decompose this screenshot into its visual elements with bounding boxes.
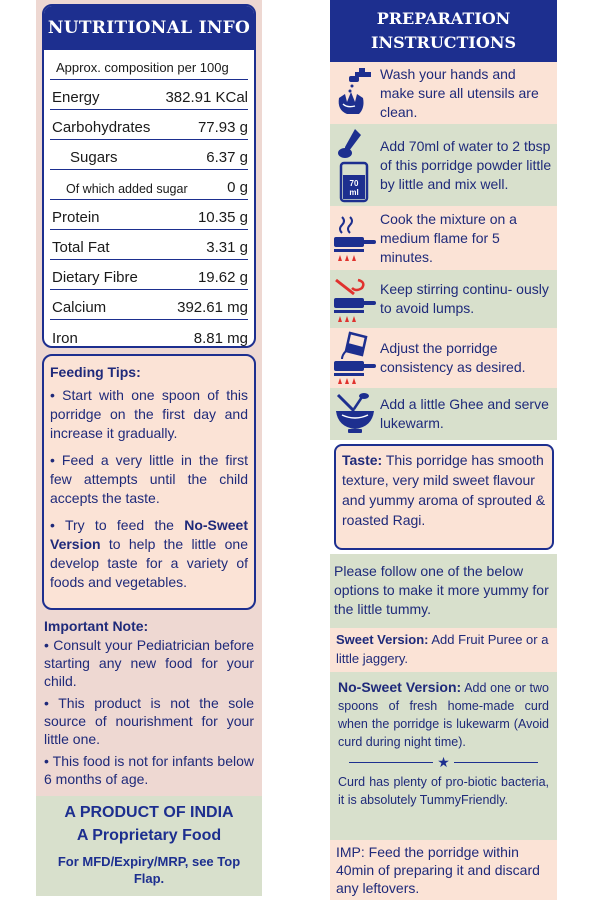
nutrition-value: 77.93 g bbox=[197, 119, 248, 136]
nutrition-label: Dietary Fibre bbox=[52, 269, 138, 286]
right-panel bbox=[330, 0, 557, 900]
preparation-title bbox=[330, 0, 557, 62]
no-sweet-paragraph bbox=[338, 678, 549, 751]
no-sweet-version bbox=[330, 672, 557, 840]
nutrition-title: NUTRITIONAL INFO bbox=[44, 6, 254, 50]
nutrition-label: Iron bbox=[52, 330, 78, 347]
prep-step-2-text: Add 70ml of water to 2 tbsp of this porridge powder little by little and mix well. bbox=[380, 137, 552, 192]
nutrition-row-energy bbox=[50, 80, 248, 110]
preparation-title-line1: PREPARATION bbox=[376, 9, 511, 28]
nutrition-row-added-sugar bbox=[50, 170, 248, 200]
feeding-tips-title: Feeding Tips: bbox=[50, 364, 141, 380]
no-sweet-emphasis: No-Sweet Version bbox=[50, 517, 248, 552]
nutrition-label: Sugars bbox=[70, 149, 118, 166]
pan-flame-icon bbox=[330, 213, 380, 263]
star-divider bbox=[338, 753, 549, 771]
nutrition-row-protein bbox=[50, 200, 248, 230]
feeding-tip-2: • Feed a very little in the first few attempts until the child accepts the taste. bbox=[50, 452, 248, 506]
nutrition-row-calcium bbox=[50, 290, 248, 320]
proprietary-food: A Proprietary Food bbox=[76, 827, 222, 844]
prep-step-2 bbox=[330, 124, 557, 206]
nutrition-value: 8.81 mg bbox=[193, 330, 248, 347]
measuring-cup-icon bbox=[330, 127, 380, 203]
feeding-tip-1: • Start with one spoon of this porridge on the first day and increase it gradually. bbox=[50, 387, 248, 441]
prep-step-4 bbox=[330, 270, 557, 328]
taste-box bbox=[334, 444, 554, 550]
nutrition-row-iron bbox=[50, 320, 248, 348]
nutrition-label: Calcium bbox=[52, 299, 107, 316]
nutrition-label: Energy bbox=[52, 89, 100, 106]
mfd-expiry-note: For MFD/Expiry/MRP, see Top Flap. bbox=[57, 854, 241, 886]
nutrition-subtitle: Approx. composition per 100g bbox=[50, 50, 248, 80]
important-note-title: Important Note: bbox=[44, 618, 149, 634]
stirring-icon bbox=[330, 274, 380, 324]
product-origin-block bbox=[36, 796, 262, 896]
star-icon: ★ bbox=[437, 754, 450, 770]
nutrition-value: 0 g bbox=[227, 179, 248, 196]
taste-text: This porridge has smooth texture, very mild sweet flavour and yummy aroma of sprouted & roasted Ragi. bbox=[342, 452, 546, 528]
preparation-title-line2: INSTRUCTIONS bbox=[370, 33, 517, 52]
nutrition-value: 19.62 g bbox=[197, 269, 248, 286]
product-of-india: A PRODUCT OF INDIA bbox=[64, 804, 234, 821]
nutrition-label: Total Fat bbox=[52, 239, 110, 256]
nutrition-value: 382.91 KCal bbox=[165, 89, 248, 106]
prep-step-5 bbox=[330, 328, 557, 388]
note-item-3: • This food is not for infants below 6 months of age. bbox=[44, 753, 254, 787]
prep-step-5-text: Adjust the porridge consistency as desired. bbox=[380, 340, 526, 375]
nutrition-value: 392.61 mg bbox=[177, 299, 248, 316]
cup-label-amount: 70 bbox=[349, 179, 359, 188]
prep-step-3 bbox=[330, 206, 557, 270]
prep-step-1-text: Wash your hands and make sure all utensils are clean. bbox=[380, 65, 539, 120]
important-note bbox=[40, 618, 258, 792]
probiotic-note: Curd has plenty of pro-biotic bacteria, it is absolutely TummyFriendly. bbox=[338, 775, 549, 807]
nutrition-table bbox=[42, 4, 256, 348]
sweet-version bbox=[330, 628, 557, 672]
nutrition-label: Carbohydrates bbox=[52, 119, 151, 136]
sweet-version-label: Sweet Version: bbox=[336, 632, 429, 647]
feeding-tip-3-prefix: • Try to feed the bbox=[50, 517, 174, 533]
nutrition-row-sugars bbox=[50, 140, 248, 170]
feeding-tip-3-suffix: to help the little one develop taste for a variety of foods and vegetables. bbox=[50, 536, 249, 590]
prep-step-4-text: Keep stirring continu- ously to avoid lumps. bbox=[380, 281, 549, 316]
sweet-version-text: Add Fruit Puree or a little jaggery. bbox=[336, 632, 549, 666]
bowl-spoon-icon bbox=[330, 391, 380, 437]
nutrition-row-carbohydrates bbox=[50, 110, 248, 140]
imp-note: IMP: Feed the porridge within 40min of preparing it and discard any leftovers. bbox=[330, 840, 557, 900]
no-sweet-text: Add one or two spoons of fresh home-made curd when the porridge is lukewarm (Avoid curd during night time). bbox=[338, 681, 549, 749]
note-item-2: • This product is not the sole source of nourishment for your little one. bbox=[44, 695, 254, 747]
prep-step-1 bbox=[330, 62, 557, 124]
pour-jug-icon bbox=[330, 331, 380, 385]
tap-hands-icon bbox=[330, 68, 380, 118]
note-item-1: • Consult your Pediatrician before starting any new food for your child. bbox=[44, 637, 254, 689]
prep-step-6 bbox=[330, 388, 557, 440]
prep-step-6-text: Add a little Ghee and serve lukewarm. bbox=[380, 396, 549, 431]
feeding-tips-box bbox=[42, 354, 256, 610]
nutrition-value: 10.35 g bbox=[197, 209, 248, 226]
divider-line-left bbox=[349, 762, 433, 763]
nutrition-value: 6.37 g bbox=[206, 149, 248, 166]
prep-step-3-text: Cook the mixture on a medium flame for 5 minutes. bbox=[380, 210, 517, 265]
options-intro: Please follow one of the below options to make it more yummy for the little tummy. bbox=[330, 554, 557, 628]
nutrition-value: 3.31 g bbox=[206, 239, 248, 256]
taste-label: Taste: bbox=[342, 452, 383, 468]
feeding-tip-3 bbox=[50, 516, 248, 592]
no-sweet-label: No-Sweet Version: bbox=[338, 679, 462, 695]
left-panel bbox=[36, 0, 262, 896]
nutrition-label: Protein bbox=[52, 209, 100, 226]
nutrition-row-dietary-fibre bbox=[50, 260, 248, 290]
cup-label-unit: ml bbox=[349, 188, 359, 197]
divider-line-right bbox=[454, 762, 538, 763]
nutrition-label: Of which added sugar bbox=[66, 182, 188, 196]
nutrition-row-total-fat bbox=[50, 230, 248, 260]
